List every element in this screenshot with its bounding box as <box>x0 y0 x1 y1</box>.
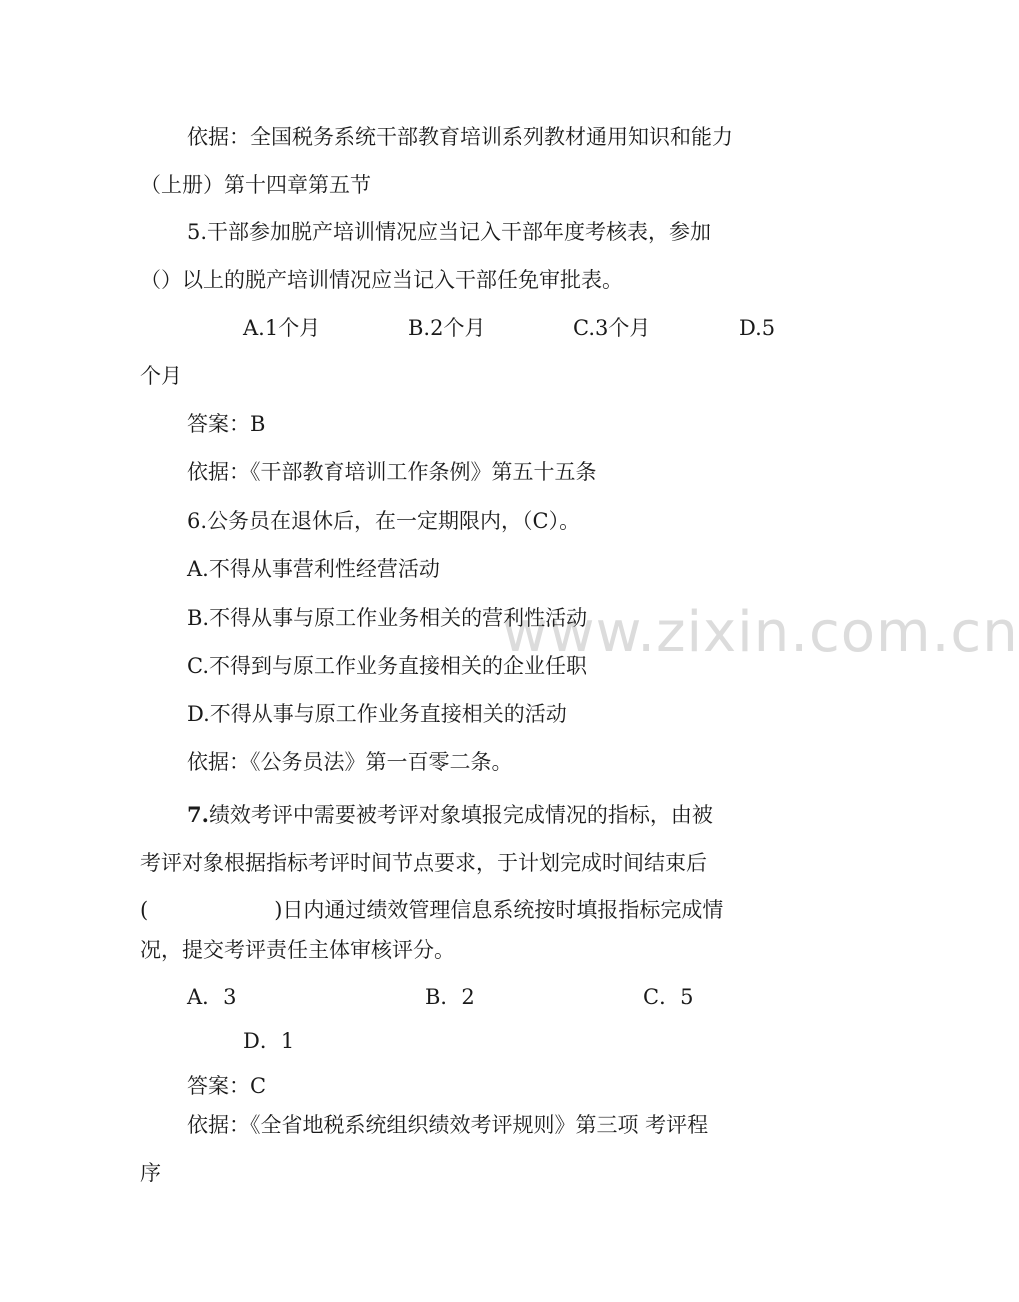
q7-answer: 答案：C <box>187 1074 267 1098</box>
q7-option-d: D．1 <box>243 1029 295 1053</box>
q5-option-c: C.3个月 <box>573 316 651 340</box>
q5-option-b: B.2个月 <box>408 316 486 340</box>
q6-basis: 依据：《公务员法》第一百零二条。 <box>187 750 513 774</box>
q5-option-a: A.1个月 <box>243 316 321 340</box>
basis-4-line-2: （上册）第十四章第五节 <box>140 173 371 197</box>
q7-option-b: B．2 <box>425 985 475 1009</box>
q5-option-d-wrap: 个月 <box>140 364 182 388</box>
q7-option-a: A．3 <box>187 985 237 1009</box>
basis-4-line-1: 依据：全国税务系统干部教育培训系列教材通用知识和能力 <box>187 125 733 149</box>
q5-answer: 答案：B <box>187 412 266 436</box>
question-7-line-1: 7.绩效考评中需要被考评对象填报完成情况的指标，由被 <box>187 802 713 827</box>
question-7-line-1-text: 绩效考评中需要被考评对象填报完成情况的指标，由被 <box>208 803 713 827</box>
q7-option-c: C．5 <box>643 985 694 1009</box>
question-5-line-2: （）以上的脱产培训情况应当记入干部任免审批表。 <box>140 268 623 292</box>
question-5-line-1: 5.干部参加脱产培训情况应当记入干部年度考核表，参加 <box>187 220 712 244</box>
question-7-line-4: 况，提交考评责任主体审核评分。 <box>140 938 455 962</box>
watermark: www.zixin.com.cn <box>502 600 1019 665</box>
q6-option-d: D.不得从事与原工作业务直接相关的活动 <box>187 702 567 726</box>
q7-basis-line-1: 依据：《全省地税系统组织绩效考评规则》第三项 考评程 <box>187 1113 709 1137</box>
question-7-line-3: ( )日内通过绩效管理信息系统按时填报指标完成情 <box>140 898 724 922</box>
q6-option-a: A.不得从事营利性经营活动 <box>187 557 440 581</box>
q5-basis: 依据：《干部教育培训工作条例》第五十五条 <box>187 460 597 484</box>
question-6-stem: 6.公务员在退休后，在一定期限内，（C）。 <box>187 509 581 533</box>
q5-option-d: D.5 <box>739 316 776 340</box>
q6-option-b: B.不得从事与原工作业务相关的营利性活动 <box>187 606 588 630</box>
q6-option-c: C.不得到与原工作业务直接相关的企业任职 <box>187 654 587 678</box>
q7-basis-line-2: 序 <box>140 1161 161 1185</box>
question-7-line-2: 考评对象根据指标考评时间节点要求，于计划完成时间结束后 <box>140 851 707 875</box>
